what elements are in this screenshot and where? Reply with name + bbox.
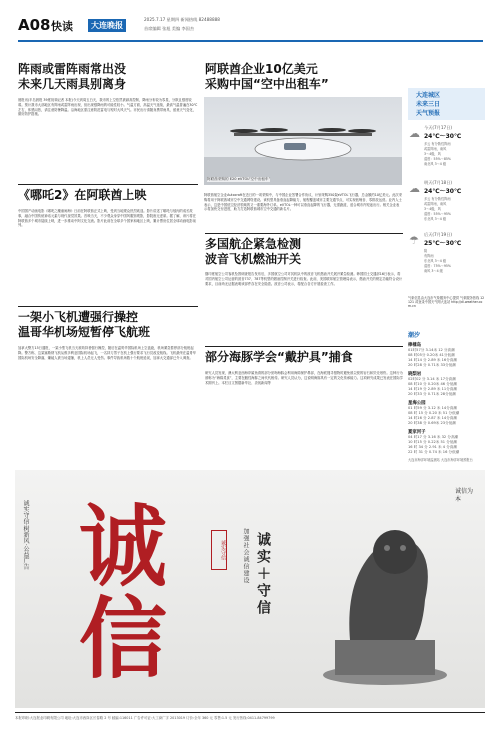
day-temp: 25℃～30℃ — [424, 240, 462, 247]
photo-caption: 阿联酋采购的 E20 eVTOL“空中出租车” — [207, 177, 271, 181]
tide-line: 14 时14 分 2.89 米 16分高潮 — [408, 358, 457, 362]
day-desc-4: 湿度：55%～95% — [424, 212, 451, 216]
article-body: 加拿大警方15日通报，一架小型飞机当天被劫持者强行操控，随后在温哥华国际机场上空盘旋，机场紧急暂停部分航班起降。警方称，这架塞斯纳飞机从维多利亚国际机场起飞，一名持刀男子在机上强行要求飞行员改变航线。飞机最终在温哥华国际机场安全降落，嫌疑人被当场逮捕，机上人员无人受伤。事件导致机场数十个航班延误，加拿大交通部已介入调查。 — [18, 346, 197, 360]
tide-line: 16 时 34 分 2.91 米 4 分高潮 — [408, 445, 457, 449]
tide-title: 潮汐 — [408, 332, 421, 339]
day-desc-2: 或雷阵雨，南风 — [424, 202, 447, 206]
tide-line: 01时57分 3.14米 12 分高潮 — [408, 348, 455, 352]
article-dolphin — [205, 350, 403, 460]
headline-line-1: 一架小飞机遭强行操控 — [18, 310, 139, 324]
divider — [18, 184, 198, 185]
day-desc-3: 3～4级，风 — [424, 207, 441, 211]
weather-panel — [408, 88, 485, 290]
tide-line: 08 时05分 0.20米 41分低潮 — [408, 353, 455, 357]
day-desc-4: 湿度：55%～85% — [424, 157, 451, 161]
cloud-icon: ☁ — [409, 127, 420, 140]
date-line: 2025.7.17 星期四 新闻热线 82488888 — [144, 17, 220, 22]
tide-line: 20 时28 分 0.71米 33分低潮 — [408, 363, 456, 367]
editors-line: 首席编辑 张旭 美编 李国杰 — [144, 26, 195, 31]
article-vancouver — [18, 310, 198, 460]
divider — [205, 233, 403, 234]
psa-seal: 诚实守信 — [211, 530, 227, 570]
tide-port — [408, 342, 485, 368]
cloud-icon: ☁ — [409, 182, 420, 195]
psa-motto: 诚实＋守信 — [255, 532, 271, 617]
footer-imprint: 本报印刷:大连报业印刷有限公司 地址:大连市西岗区长春路 2 号 邮编:116011 广告许可证:大工商广字 2013019 订价:全年 360 元 零售:1.5 元 发行热线:0411-84799799 — [15, 716, 275, 720]
day-desc-5: 南北风 3～4 级 — [424, 162, 447, 166]
tide-line: 01 时59 分 3.12 米 14分高潮 — [408, 406, 457, 410]
port-name: 棒棰岛 — [408, 343, 422, 348]
day-desc-1: 阴 — [424, 249, 428, 253]
psa-corner-text: 诚信为本 — [455, 488, 474, 503]
headline-line-1: 阵雨或雷阵雨常出没 — [18, 62, 127, 76]
weather-day — [408, 178, 485, 230]
weather-title-2: 未来三日 — [416, 101, 441, 108]
day-temp: 24℃～30℃ — [424, 133, 462, 140]
weather-title-1: 大连城区 — [416, 92, 441, 99]
tide-line: 10 时15 分 0.22米 51 分低潮 — [408, 440, 457, 444]
tide-port — [408, 400, 485, 426]
tide-line: 08 时10 分 0.20米 46 分低潮 — [408, 382, 457, 386]
weather-day — [408, 123, 485, 175]
weather-service-note: 气象信息由大连市气象服务中心提供 气象服务热线 12121 或登录中国天气网大连站 http://dl.weather.com.cn — [408, 296, 485, 309]
day-desc-4: 湿度：75%～95% — [424, 264, 451, 268]
weather-day — [408, 230, 485, 282]
headline-line-1: 阿联酋企业10亿美元 — [205, 62, 318, 76]
headline: 部分海豚学会“戴护具”捕食 — [205, 350, 353, 364]
tide-line: 08 时 15 分 0.20 米 51 分低潮 — [408, 411, 460, 415]
article-nezha — [18, 188, 198, 300]
headline-line-2: 采购中国“空中出租车” — [205, 77, 329, 91]
lion-statue-illustration — [315, 490, 455, 695]
day-desc-5: 东北风 3～4 级 — [424, 217, 447, 221]
day-desc-3: 3～4级，风 — [424, 152, 441, 156]
page-number: A08 — [18, 16, 51, 34]
article-rain — [18, 62, 198, 177]
headline-line-1: 多国航企紧急检测 — [205, 237, 302, 251]
tide-line: 14 时16 分 2.87 米 14分高潮 — [408, 416, 457, 420]
psa-slogan: 加强社会诚信建设 — [242, 528, 249, 584]
tide-line: 02时02 分 3.14 米 17分高潮 — [408, 377, 456, 381]
headline-line-2: 温哥华机场短暂停飞航班 — [18, 325, 151, 339]
day-desc-1: 多云 有分散性阵雨 — [424, 197, 451, 201]
article-body: 晨报讯(半岛晨报 39度视频记者 本报)今天到周五白天，我市的上空依然被副高控制，降雨分布较为零星，分散且强度较弱。预计我市大部地区有阵雨或雷阵雨出现，但出现强降雨的可能性较小。气温方面，高温天气延续，最高气温普遍在30℃左右，体感闷热，请注意防暑降温。沿海地区需注意防范雷电与短时大风天气。市民出行请随身携带雨具，留意天气变化，做好防护措施。 — [18, 98, 198, 117]
tide-port — [408, 429, 485, 455]
article-boeing — [205, 237, 403, 337]
day-date: 明天(7月18日) — [424, 180, 453, 185]
article-body: 研究人员发现，澳大利亚西海岸鲨鱼湾的部分宽吻海豚会利用海绵保护鼻部，在海底搜寻猎物时避免被尖锐的岩石和贝壳划伤。这种行为被称为“海绵觅食”，主要在雌性海豚之间代代相传。研究人员认为，这说明海豚具有一定的文化传承能力。这项研究成果已发表在国际学术期刊上。本栏目文图据新华社、央视新闻等 — [205, 371, 403, 385]
port-name: 晓梨岩 — [408, 372, 422, 377]
day-desc-1: 多云 有分散性阵雨 — [424, 142, 451, 146]
divider — [18, 306, 198, 307]
evtol-photo — [204, 97, 402, 185]
tide-port — [408, 371, 485, 397]
day-desc-2: 或雷阵雨，南风 — [424, 147, 447, 151]
footer-rule — [15, 712, 485, 713]
section-name: 快读 — [51, 20, 73, 33]
port-name: 夏家河子 — [408, 430, 426, 435]
tide-line: 04 时17 分 3.16 米 32 分高潮 — [408, 435, 459, 439]
day-date: 后天(7月19日) — [424, 232, 453, 237]
divider — [205, 346, 403, 347]
masthead — [18, 12, 483, 42]
tide-line: 20 时33 分 0.71米 28分低潮 — [408, 392, 456, 396]
psa-side-label: 诚实守信·树新风·公益广告 — [22, 500, 29, 570]
headline-line-2: 未来几天雨具别离身 — [18, 77, 127, 91]
psa-banner — [15, 470, 485, 708]
tide-line: 22 时 31 分 0.74 米 16 分低潮 — [408, 450, 460, 454]
day-temp: 24℃～30℃ — [424, 188, 462, 195]
masthead-rule — [18, 40, 483, 42]
day-desc-5: 南风 3～4 级 — [424, 269, 443, 273]
weather-header — [408, 88, 485, 120]
port-name: 星海公园 — [408, 401, 426, 406]
paper-logo: 大连晚报 — [88, 19, 126, 32]
tide-panel — [408, 330, 485, 480]
day-desc-2: 有阵雨 — [424, 254, 434, 258]
day-desc-3: 东北风 3～4 级 — [424, 259, 447, 263]
tide-line: 20 时38 分 0.69米 23分低潮 — [408, 421, 456, 425]
headline: 《哪吒2》在阿联酋上映 — [18, 188, 147, 202]
rain-cloud-icon: ☂ — [409, 234, 419, 247]
aircraft-illustration — [204, 97, 402, 185]
tide-line: 14 时19 分 2.89 米 11分高潮 — [408, 387, 457, 391]
weather-title-3: 天气预报 — [416, 110, 441, 117]
article-body: 阿联酋航空企业Autocraft在近日的一项采购中，与中国企业签署合作协议，计划采购350架eVTOL飞行器，总金额约10亿美元。此次采购将用于阿联酋城市空中交通网络建设。该机型具备垂直起降能力，航程覆盖城市主要交通节点，可实现低噪音、零排放运营。业内人士表示，这是中国低空经济领域的又一重要海外订单。eVTOL一种可以垂直起降的飞行器，无需跑道，适合城市内短途出行。相关企业表示将加快交付进度，助力打造阿联酋城市空中交通的新名片。 — [204, 193, 402, 212]
article-body: 中国国产动画电影《哪吒之魔童闹海》日前在阿联酋正式上映，受到当地观众热烈欢迎。影片讲述了哪吒与敖丙的成长故事，融合中国传统神话元素与现代视觉效果。首映当天，不少观众身穿中国风服饰观影，影院座无虚席。据了解，该片将在阿联酋多个城市陆续上映，进一步推动中阿文化交流。影片此前在全球多个国家和地区上映，累计票房位居全球动画电影前列。 — [18, 209, 197, 228]
tide-note: 大连市海洋环境监测站 大连市海洋环境预报台 — [408, 458, 473, 462]
article-body: 继印度航空公司客机坠毁调查报告发布后，多国航空公司对其机队中的波音飞机燃油开关展开紧急检测。韩国国土交通部16日表示，将对国内航空公司运营的波音737、787等机型的燃油控制开关进行检查。此前，美国联邦航空管理局表示，燃油开关的锁定功能符合设计要求，目前尚无证据表明该部件存在安全隐患。波音公司表示，将配合各方开展检查工作。 — [205, 272, 403, 286]
day-date: 今天(7月17日) — [424, 125, 453, 130]
headline-line-2: 波音飞机燃油开关 — [205, 252, 302, 266]
psa-calligraphy: 诚信 — [65, 500, 169, 684]
